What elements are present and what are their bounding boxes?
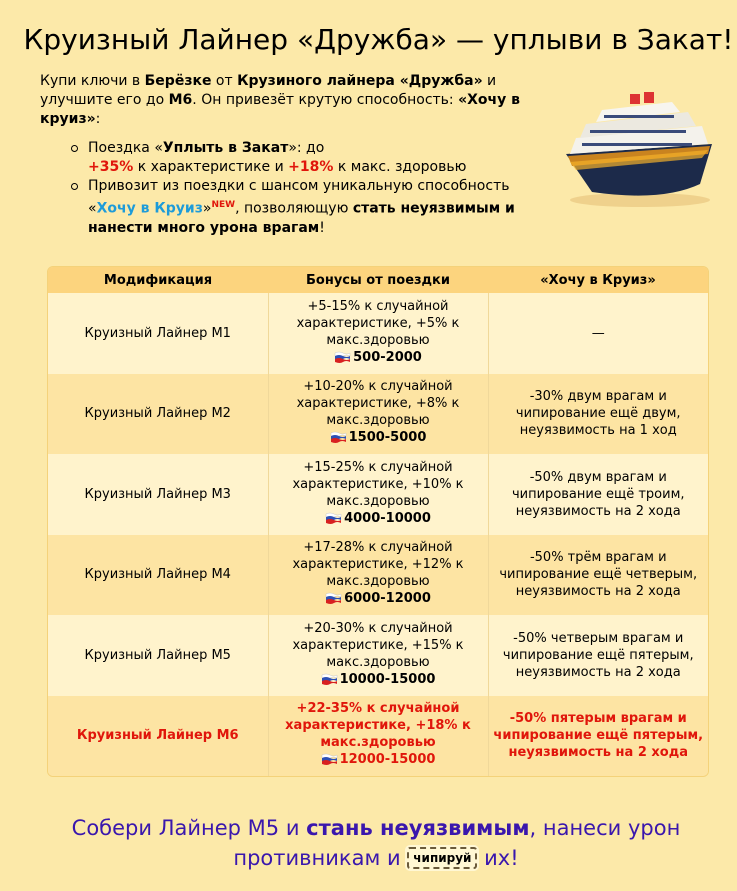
modification-name: Круизный Лайнер М3 (48, 454, 268, 535)
modification-name: Круизный Лайнер М5 (48, 615, 268, 696)
price: 4000-10000 (325, 510, 431, 527)
ability-effect: -50% пятерым врагам и чипирование ещё пятерым, неуязвимость на 2 хода (488, 696, 708, 777)
trip-bonus: +20-30% к случайной характеристике, +15% к макс.здоровью 10000-15000 (268, 615, 488, 696)
trip-bonus: +10-20% к случайной характеристике, +8% к макс.здоровью 1500-5000 (268, 374, 488, 455)
ability-effect: -50% двум врагам и чипирование ещё троим, неуязвимость на 2 хода (488, 454, 708, 535)
ability-effect: -30% двум врагам и чипирование ещё двум, неуязвимость на 1 ход (488, 374, 708, 455)
hp-bonus: +18% (288, 159, 334, 175)
ability-effect: -50% трём врагам и чипирование ещё четверым, неуязвимость на 2 хода (488, 535, 708, 616)
ship-name: Крузиного лайнера «Дружба» (237, 73, 483, 89)
price: 500-2000 (334, 349, 422, 366)
modifications-table (47, 266, 709, 777)
feature-trip: Поездка «Уплыть в Закат»: до +35% к характеристике и +18% к макс. здоровью (88, 139, 540, 177)
ability-effect: -50% четверым врагам и чипирование ещё пятерым, неуязвимость на 2 хода (488, 615, 708, 696)
price: 1500-5000 (330, 429, 427, 446)
stat-bonus: +35% (88, 159, 134, 175)
table-row (48, 374, 708, 455)
russia-flag-icon (330, 431, 347, 444)
ability-link: Хочу в Круиз (96, 200, 203, 217)
new-badge: NEW (211, 200, 236, 210)
trip-bonus: +22-35% к случайной характеристике, +18% к макс.здоровью 12000-15000 (268, 696, 488, 777)
shop-name: Берёзке (144, 73, 212, 89)
trip-bonus: +5-15% к случайной характеристике, +5% к макс.здоровью 500-2000 (268, 293, 488, 374)
modification-name: Круизный Лайнер М4 (48, 535, 268, 616)
footer-slogan: Собери Лайнер М5 и стань неуязвимым, нанеси урон противникам и чипируй их! (71, 816, 681, 870)
table-row (48, 535, 708, 616)
m6-label: М6 (168, 92, 193, 108)
trip-bonus: +17-28% к случайной характеристике, +12% к макс.здоровью 6000-12000 (268, 535, 488, 616)
header-bonuses: Бонусы от поездки (268, 267, 488, 293)
price: 12000-15000 (321, 751, 436, 768)
ability-effect: — (488, 293, 708, 374)
modification-name: Круизный Лайнер М2 (48, 374, 268, 455)
russia-flag-icon (325, 592, 342, 605)
page-title: Круизный Лайнер «Дружба» — уплыви в Закат! (23, 23, 734, 56)
header-ability: «Хочу в Круиз» (488, 267, 708, 293)
header-modification: Модификация (48, 267, 268, 293)
russia-flag-icon (321, 673, 338, 686)
cruise-ship-image (562, 92, 720, 212)
modification-name: Круизный Лайнер М6 (48, 696, 268, 777)
russia-flag-icon (321, 753, 338, 766)
modification-name: Круизный Лайнер М1 (48, 293, 268, 374)
table-row (48, 615, 708, 696)
russia-flag-icon (325, 512, 342, 525)
trip-bonus: +15-25% к случайной характеристике, +10% к макс.здоровью 4000-10000 (268, 454, 488, 535)
price: 6000-12000 (325, 590, 431, 607)
features-list (40, 139, 540, 238)
invulnerable-highlight: стань неуязвимым (306, 816, 530, 840)
feature-ability: Привозит из поездки с шансом уникальную способность «Хочу в Круиз»$^{NEW}$, позволяющую стать неуязвимым и нанести много урона врагам! (88, 177, 540, 238)
ability-name: «Хочу в круиз» (40, 92, 521, 127)
chip-stamp: чипируй (407, 847, 477, 869)
price: 10000-15000 (321, 671, 436, 688)
intro-block (40, 72, 540, 238)
intro-paragraph: Купи ключи в Берёзке от Крузиного лайнера «Дружба» и улучшите его до М6. Он привезёт крутую способность: «Хочу в круиз»: (40, 73, 521, 127)
table-row (48, 293, 708, 374)
table-row (48, 696, 708, 777)
table-row (48, 454, 708, 535)
russia-flag-icon (334, 351, 351, 364)
